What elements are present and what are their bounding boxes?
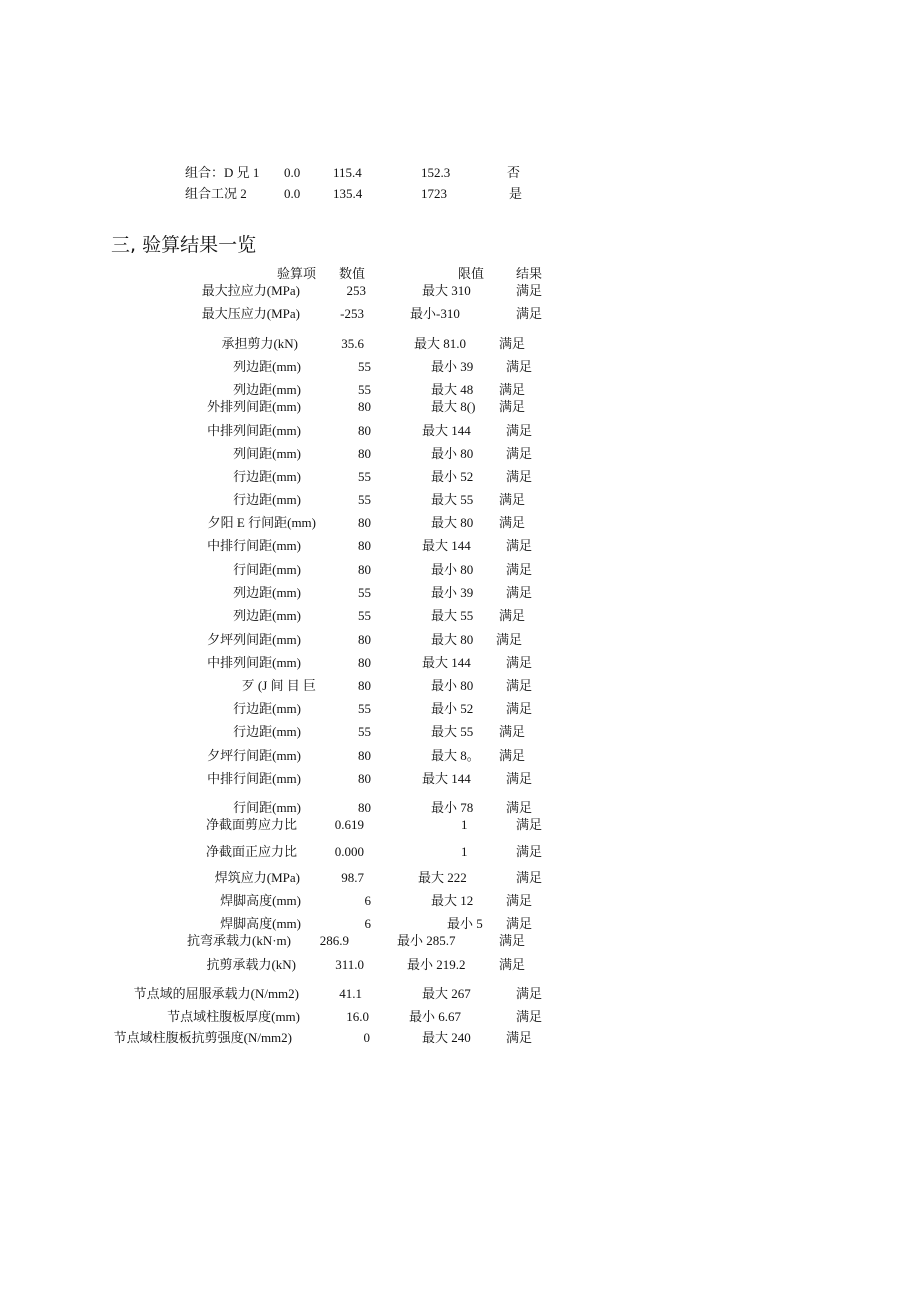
row-15-item: 列边距(mm) (233, 608, 301, 623)
combo-row-2-c1: 0.0 (284, 186, 301, 201)
row-3-limit: 最大 81.0 (414, 336, 467, 351)
row-5-item: 列边距(mm) (233, 382, 301, 397)
row-32-value: 16.0 (346, 1009, 369, 1024)
row-20-value: 55 (358, 724, 371, 739)
row-18-value: 80 (358, 678, 371, 693)
row-16-item: 夕坪列间距(mm) (207, 632, 301, 647)
combo-row-2-c2: 135.4 (333, 186, 363, 201)
row-24-item: 净截面剪应力比 (205, 817, 297, 832)
row-17-value: 80 (358, 655, 371, 670)
row-14-result: 满足 (506, 585, 533, 600)
row-21-value: 80 (358, 748, 371, 763)
row-27-result: 满足 (506, 893, 533, 908)
row-8-limit: 最小 80 (431, 446, 474, 461)
header-value: 数值 (339, 266, 366, 281)
row-2-limit: 最小-310 (410, 306, 460, 321)
row-14-limit: 最小 39 (431, 585, 474, 600)
row-33-value: 0 (363, 1030, 370, 1045)
row-4-result: 满足 (506, 359, 533, 374)
combo-row-2-result: 是 (509, 186, 523, 201)
row-19-result: 满足 (506, 701, 533, 716)
row-13-result: 满足 (506, 562, 533, 577)
row-30-item: 抗剪承载力(kN) (206, 957, 296, 972)
row-27-item: 焊脚高度(mm) (220, 893, 301, 908)
row-21-item: 夕坪行间距(mm) (207, 748, 301, 763)
row-18-limit: 最小 80 (431, 678, 474, 693)
row-13-value: 80 (358, 562, 371, 577)
row-31-limit: 最大 267 (422, 986, 471, 1001)
row-33-result: 满足 (506, 1030, 533, 1045)
row-22-item: 中排行间距(mm) (207, 771, 301, 786)
row-30-limit: 最小 219.2 (407, 957, 466, 972)
row-30-result: 满足 (499, 957, 526, 972)
row-10-item: 行边距(mm) (233, 492, 301, 507)
row-23-result: 满足 (506, 800, 533, 815)
row-20-result: 满足 (499, 724, 526, 739)
row-2-result: 满足 (516, 306, 543, 321)
row-6-value: 80 (358, 399, 371, 414)
row-32-result: 满足 (516, 1009, 543, 1024)
header-result: 结果 (516, 266, 543, 281)
row-13-item: 行间距(mm) (233, 562, 301, 577)
combo-row-1-result: 否 (507, 165, 521, 180)
row-5-result: 满足 (499, 382, 526, 397)
row-26-limit: 最大 222 (418, 870, 467, 885)
row-1-result: 满足 (516, 283, 543, 298)
row-3-item: 承担剪力(kN) (221, 336, 298, 351)
row-16-value: 80 (358, 632, 371, 647)
row-1-item: 最大拉应力(MPa) (201, 283, 300, 298)
row-17-limit: 最大 144 (422, 655, 471, 670)
row-4-limit: 最小 39 (431, 359, 474, 374)
combo-row-2-c3: 1723 (421, 186, 447, 201)
row-27-value: 6 (364, 893, 371, 908)
row-29-item: 抗弯承载力(kN·m) (187, 933, 291, 948)
row-11-item: 夕阳 E 行间距(mm) (207, 515, 316, 530)
row-16-limit: 最大 80 (431, 632, 474, 647)
row-25-result: 满足 (516, 844, 543, 859)
row-22-value: 80 (358, 771, 371, 786)
row-19-limit: 最小 52 (431, 701, 474, 716)
row-29-limit: 最小 285.7 (397, 933, 456, 948)
row-18-result: 满足 (506, 678, 533, 693)
row-25-item: 净截面正应力比 (205, 844, 297, 859)
row-14-item: 列边距(mm) (233, 585, 301, 600)
row-24-limit: 1 (461, 817, 468, 832)
row-19-item: 行边距(mm) (233, 701, 301, 716)
section-title: 三, 验算结果一览 (111, 234, 257, 256)
row-12-limit: 最大 144 (422, 538, 471, 553)
row-9-result: 满足 (506, 469, 533, 484)
row-33-limit: 最大 240 (422, 1030, 471, 1045)
row-29-value: 286.9 (319, 933, 349, 948)
row-7-value: 80 (358, 423, 371, 438)
row-23-value: 80 (358, 800, 371, 815)
row-33-item: 节点域柱腹板抗剪强度(N/mm2) (113, 1030, 292, 1045)
combo-row-2-label: 组合工况 2 (185, 186, 247, 201)
row-25-value: 0.000 (334, 844, 364, 859)
row-8-value: 80 (358, 446, 371, 461)
row-2-item: 最大压应力(MPa) (201, 306, 300, 321)
row-11-value: 80 (358, 515, 371, 530)
row-22-result: 满足 (506, 771, 533, 786)
row-24-result: 满足 (516, 817, 543, 832)
row-17-result: 满足 (506, 655, 533, 670)
row-10-result: 满足 (499, 492, 526, 507)
row-9-value: 55 (358, 469, 371, 484)
row-8-result: 满足 (506, 446, 533, 461)
row-20-limit: 最大 55 (431, 724, 474, 739)
row-31-value: 41.1 (339, 986, 362, 1001)
row-1-value: 253 (346, 283, 366, 298)
header-limit: 限值 (458, 266, 485, 281)
row-21-limit: 最大 8。 (431, 748, 480, 763)
row-10-limit: 最大 55 (431, 492, 474, 507)
row-28-item: 焊脚高度(mm) (220, 916, 301, 931)
combo-row-1-c3: 152.3 (421, 165, 451, 180)
row-13-limit: 最小 80 (431, 562, 474, 577)
row-2-value: -253 (340, 306, 364, 321)
row-6-result: 满足 (499, 399, 526, 414)
combo-row-1-label: 组合：D 兄 1 (185, 165, 260, 180)
row-32-limit: 最小 6.67 (409, 1009, 462, 1024)
row-19-value: 55 (358, 701, 371, 716)
row-4-value: 55 (358, 359, 371, 374)
row-16-result: 满足 (496, 632, 523, 647)
row-20-item: 行边距(mm) (233, 724, 301, 739)
row-9-item: 行边距(mm) (233, 469, 301, 484)
row-31-result: 满足 (516, 986, 543, 1001)
row-12-item: 中排行间距(mm) (207, 538, 301, 553)
row-21-result: 满足 (499, 748, 526, 763)
row-1-limit: 最大 310 (422, 283, 471, 298)
row-11-result: 满足 (499, 515, 526, 530)
row-12-value: 80 (358, 538, 371, 553)
row-15-limit: 最大 55 (431, 608, 474, 623)
row-30-value: 311.0 (335, 957, 364, 972)
row-25-limit: 1 (461, 844, 468, 859)
row-6-limit: 最大 8() (431, 399, 476, 414)
row-17-item: 中排列间距(mm) (207, 655, 301, 670)
row-7-limit: 最大 144 (422, 423, 471, 438)
row-22-limit: 最大 144 (422, 771, 471, 786)
combo-row-1-c2: 115.4 (333, 165, 362, 180)
row-26-result: 满足 (516, 870, 543, 885)
row-18-item: 歹 (J 间 目 巨 (241, 678, 316, 693)
row-26-value: 98.7 (341, 870, 364, 885)
row-6-item: 外排列间距(mm) (207, 399, 301, 414)
row-3-value: 35.6 (341, 336, 364, 351)
row-3-result: 满足 (499, 336, 526, 351)
row-24-value: 0.619 (334, 817, 364, 832)
header-item: 验算项 (277, 266, 317, 281)
row-7-result: 满足 (506, 423, 533, 438)
row-15-result: 满足 (499, 608, 526, 623)
row-11-limit: 最大 80 (431, 515, 474, 530)
row-32-item: 节点域柱腹板厚度(mm) (167, 1009, 300, 1024)
row-28-value: 6 (364, 916, 371, 931)
row-23-limit: 最小 78 (431, 800, 474, 815)
row-14-value: 55 (358, 585, 371, 600)
row-10-value: 55 (358, 492, 371, 507)
row-27-limit: 最大 12 (431, 893, 474, 908)
combo-row-1-c1: 0.0 (284, 165, 301, 180)
row-5-limit: 最大 48 (431, 382, 474, 397)
row-8-item: 列间距(mm) (233, 446, 301, 461)
row-31-item: 节点域的屈服承载力(N/mm2) (133, 986, 299, 1001)
row-5-value: 55 (358, 382, 371, 397)
row-23-item: 行间距(mm) (233, 800, 301, 815)
row-26-item: 焊筑应力(MPa) (214, 870, 300, 885)
row-28-result: 满足 (506, 916, 533, 931)
row-29-result: 满足 (499, 933, 526, 948)
row-28-limit: 最小 5 (447, 916, 483, 931)
row-15-value: 55 (358, 608, 371, 623)
row-12-result: 满足 (506, 538, 533, 553)
row-9-limit: 最小 52 (431, 469, 474, 484)
row-7-item: 中排列间距(mm) (207, 423, 301, 438)
row-4-item: 列边距(mm) (233, 359, 301, 374)
